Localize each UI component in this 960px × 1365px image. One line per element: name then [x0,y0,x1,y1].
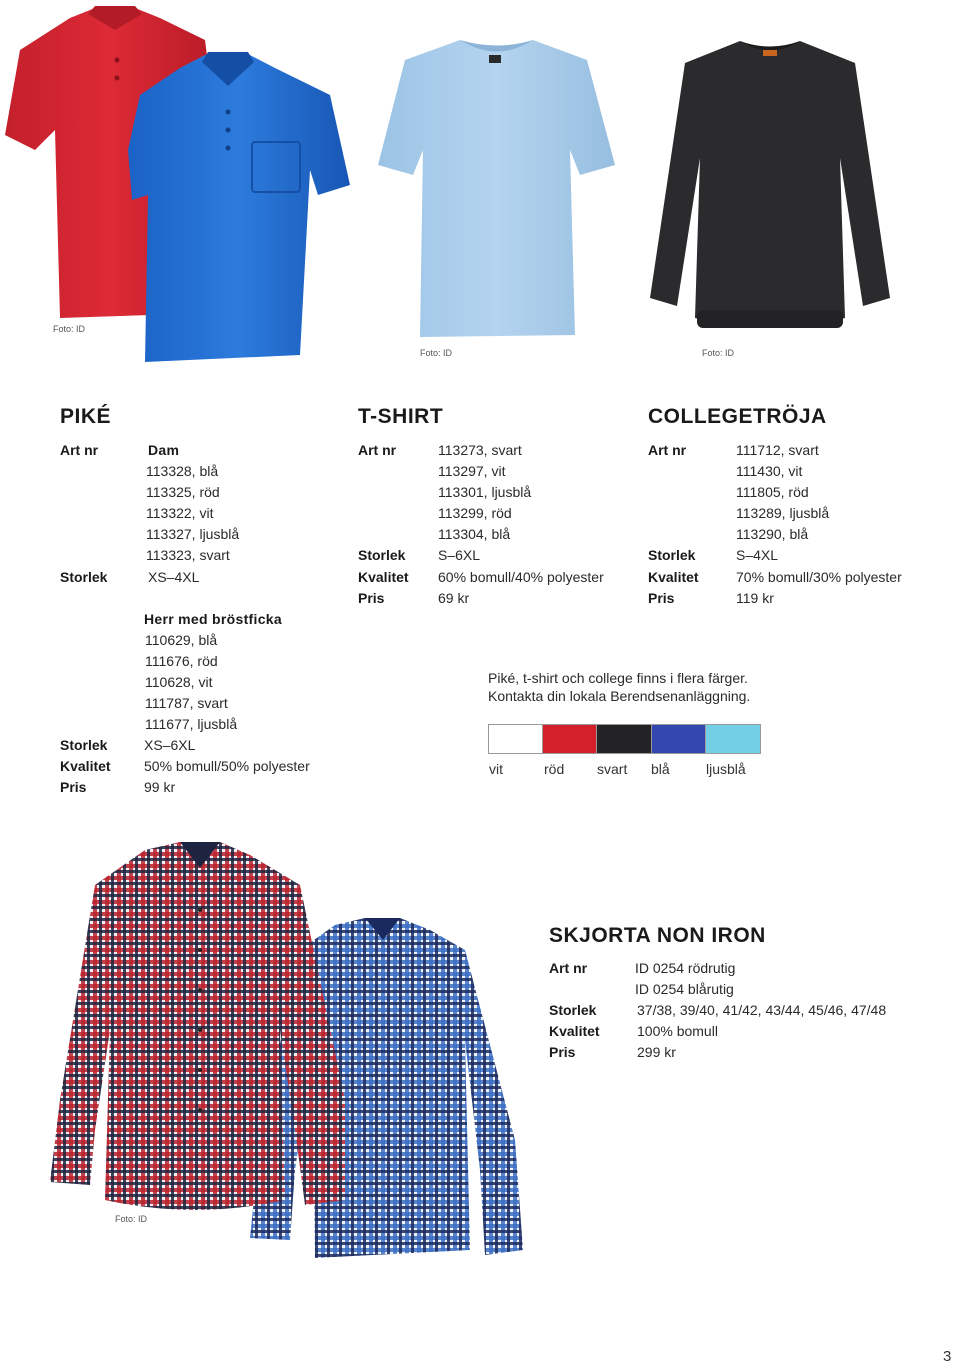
college-spec [648,440,938,609]
pike-dam-item: 113323, svart [146,547,230,564]
pike-storlek-label: Storlek [60,568,108,585]
pike-dam-item: 113327, ljusblå [146,526,240,543]
pike-herr-item: 110629, blå [145,631,218,648]
tshirt-pris: 69 kr [438,589,470,606]
swatch-label-rod: röd [544,761,565,777]
pike-herr-storlek: XS–6XL [144,737,196,754]
shirt-item: ID 0254 blårutig [635,981,734,998]
swatch-rod [543,724,597,754]
shirt-kvalitet-label: Kvalitet [549,1023,600,1040]
tshirt-item: 113301, ljusblå [438,484,532,501]
swatch-vit [488,724,543,754]
college-pris: 119 kr [736,589,774,606]
shirt-pris: 299 kr [637,1044,676,1061]
tshirt-kvalitet: 60% bomull/40% polyester [438,568,604,585]
tshirt-storlek: S–6XL [438,547,481,564]
shirt-artnr-label: Art nr [549,960,588,976]
swatch-label-svart: svart [597,761,628,777]
swatch-label-ljusbla: ljusblå [706,761,746,777]
swatch-label-bla: blå [651,761,670,777]
page-number: 3 [943,1348,952,1365]
pike-dam-item: 113325, röd [146,484,220,501]
pike-kvalitet: 50% bomull/50% polyester [144,758,310,775]
tshirt-pris-label: Pris [358,589,385,606]
colors-note-line2: Kontakta din lokala Berendsenanläggning. [488,688,751,704]
pike-herr-item: 111676, röd [145,652,218,669]
photo-credit-shirt: Foto: ID [115,1214,148,1224]
tshirt-title: T-SHIRT [358,405,444,428]
pike-herr-item: 111787, svart [145,695,228,712]
colors-note-line1: Piké, t-shirt och college finns i flera färger. [488,670,748,686]
colors-note [488,669,750,705]
swatch-ljusbla [706,724,761,754]
college-item: 113290, blå [736,526,809,543]
swatch-bla [652,724,706,754]
college-storlek: S–4XL [736,547,779,564]
pike-photo [0,0,360,370]
shirt-item: ID 0254 rödrutig [635,960,736,976]
college-item: 111712, svart [736,442,819,458]
pike-spec [60,440,350,799]
pike-herr-item: 111677, ljusblå [145,716,238,733]
color-swatches [488,724,761,754]
photo-credit-college: Foto: ID [702,348,735,358]
pike-dam-item: 113328, blå [146,463,219,480]
college-kvalitet-label: Kvalitet [648,568,699,585]
pike-pris-label: Pris [60,779,87,796]
pike-kvalitet-label: Kvalitet [60,758,111,775]
tshirt-spec [358,440,638,609]
shirt-title: SKJORTA NON IRON [549,924,766,947]
college-pris-label: Pris [648,589,675,606]
pike-dam-storlek: XS–4XL [148,568,200,585]
shirt-storlek-label: Storlek [549,1002,597,1019]
pike-artnr-label: Art nr [60,442,99,458]
tshirt-artnr-label: Art nr [358,442,397,458]
tshirt-item: 113299, röd [438,505,512,522]
college-item: 111805, röd [736,484,809,501]
college-storlek-label: Storlek [648,547,696,564]
college-title: COLLEGETRÖJA [648,405,827,428]
tshirt-photo [375,35,620,345]
pike-dam-item: 113322, vit [146,505,214,522]
shirt-photo [45,840,525,1260]
tshirt-item: 113273, svart [438,442,522,458]
shirt-spec [549,958,939,1063]
swatch-label-vit: vit [489,761,503,777]
tshirt-item: 113304, blå [438,526,511,543]
college-item: 113289, ljusblå [736,505,830,522]
pike-pris: 99 kr [144,779,176,796]
photo-credit-pike: Foto: ID [53,324,86,334]
photo-credit-tshirt: Foto: ID [420,348,453,358]
college-kvalitet: 70% bomull/30% polyester [736,568,902,585]
shirt-kvalitet: 100% bomull [637,1023,718,1040]
college-artnr-label: Art nr [648,442,687,458]
college-photo [645,38,895,343]
shirt-storlek: 37/38, 39/40, 41/42, 43/44, 45/46, 47/48 [637,1002,887,1019]
swatch-svart [597,724,652,754]
pike-herr-label: Herr med bröstficka [144,610,282,627]
pike-title: PIKÉ [60,405,112,428]
pike-herr-storlek-label: Storlek [60,737,108,754]
shirt-pris-label: Pris [549,1044,576,1061]
tshirt-item: 113297, vit [438,463,506,480]
pike-herr-item: 110628, vit [145,673,213,690]
tshirt-storlek-label: Storlek [358,547,406,564]
tshirt-kvalitet-label: Kvalitet [358,568,409,585]
pike-dam-label: Dam [148,442,180,458]
college-item: 111430, vit [736,463,803,480]
